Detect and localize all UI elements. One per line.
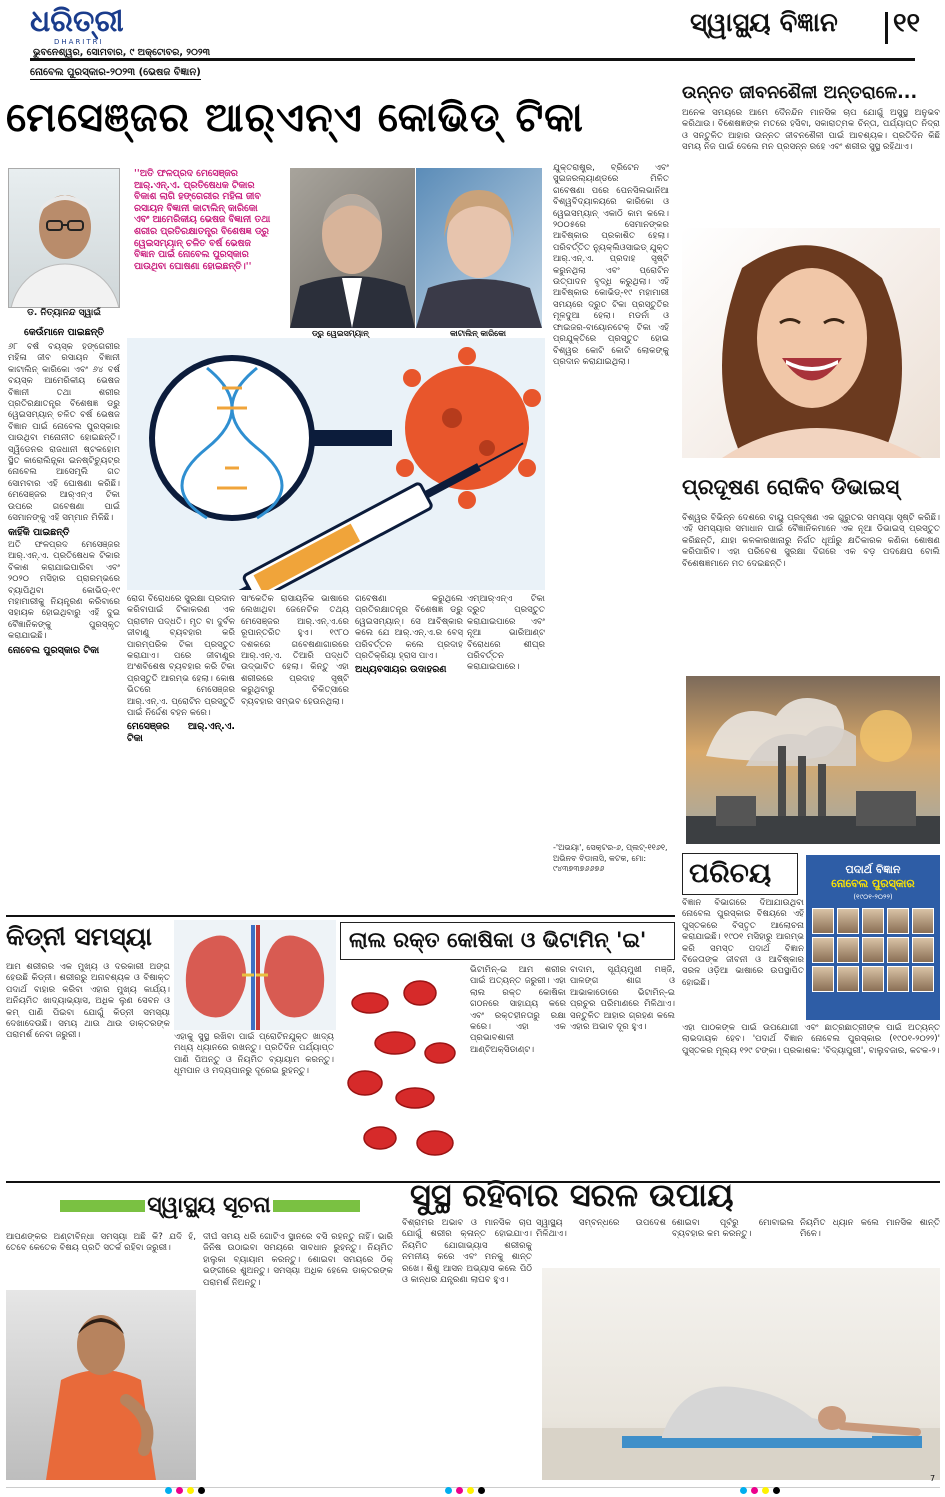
introduction-text-continued: ଏହା ପାଠକଙ୍କ ପାଇଁ ଉପଯୋଗୀ ଏବଂ ଛାତ୍ରଛାତ୍ରୀଙ୍କ ପାଇଁ ଅତ୍ୟନ୍ତ ଲାଭଦାୟକ ହେବ। 'ପଦାର୍ଥ ବିଜ୍ଞାନ ନୋବେଲ ପୁରସ୍କାର (୧୯୦୧-୨୦୨୨)' ପୁସ୍ତକର ମୂଲ୍ୟ ୧୨୯ ଟଙ୍କା। ପ୍ରକାଶକ: 'ବିଦ୍ୟାପୁରୀ', ବାଲୁବଜାର, କଟକ-୨।	[682, 1023, 940, 1056]
laughing-woman-photo	[682, 228, 940, 458]
introduction-box	[682, 853, 798, 895]
dateline: ଭୁବନେଶ୍ୱର, ସୋମବାର, ୯ ଅକ୍ଟୋବର, ୨୦୨୩	[33, 47, 211, 58]
author-photo	[8, 168, 120, 308]
yoga-text-col-2: ସ୍ୱାସ୍ଥ୍ୟ ସମ୍ବନ୍ଧରେ ଉପଦେଶ ମିଳିଥାଏ।	[536, 1218, 666, 1240]
article-paragraph: ୬୮ ବର୍ଷ ବୟସ୍କ ହଙ୍ଗେରୀର ମହିଳା ଜୀବ ରସାୟନ ବିଜ୍ଞାନୀ କାଟାଲିନ୍ କାରିକୋ ଏବଂ ୬୪ ବର୍ଷ ବୟସ୍କ ଆମେରିକୀୟ ଭେଷଜ ବିଜ୍ଞାନୀ ତଥା ଶରୀର ପ୍ରତିରକ୍ଷାତନ୍ତ୍ର ବିଶେଷଜ୍ଞ ଡ୍ରୁ ୱେଇସମ୍ୟାନ୍ ଚଳିତ ବର୍ଷ ଭେଷଜ ବିଜ୍ଞାନ ପାଇଁ ନୋବେଲ ପୁରସ୍କାର ପାଉଥିବା ମନୋନୀତ ହୋଇଛନ୍ତି। ସ୍ୱିଡେନର ରାଜଧାନୀ ଷ୍ଟକହୋମ ସ୍ଥିତ କାରୋଲିନ୍ସ୍କା ଇନଷ୍ଟିଚ୍ୟୁଟ୍ର ନୋବେଲ ଆସେମ୍ବ୍ଲି ଗତ ସୋମବାର ଏହି ଘୋଷଣା କରିଛି। ମେସେଞ୍ଜର ଆର୍‌ଏନ୍‌ଏ ଟିକା ଉପରେ ଗବେଷଣା ପାଇଁ ସେମାନଙ୍କୁ ଏହି ସମ୍ମାନ ମିଳିଛି।	[8, 342, 120, 524]
health-tips-banner	[60, 1188, 360, 1222]
registration-mark	[751, 1487, 758, 1494]
portrait	[887, 937, 909, 963]
portrait	[912, 966, 934, 992]
yoga-text-col-3: ଶୋଇବା ପୂର୍ବରୁ ମୋବାଇଲ ବ୍ୟବହାର କମ କରନ୍ତୁ।	[672, 1218, 794, 1240]
rbc-text-continued: ବାଦାମ, ସୂର୍ଯ୍ୟମୁଖୀ ମଞ୍ଜି, ପାଳଙ୍ଗ ଶାଗ ଓ ଆଭାକାଡୋରେ ଭିଟାମିନ୍-ଇ ପ୍ରଚୁର ପରିମାଣରେ ମିଳିଥାଏ। ସନ୍ତୁଳିତ ଆହାର ଗ୍ରହଣ କଲେ ଏହାର ଅଭାବ ଦୂର ହୁଏ।	[570, 965, 675, 1033]
article-paragraph: ଅତି ଫଳପ୍ରଦ ମେସେଞ୍ଜର ଆର୍‌.ଏନ୍‌.ଏ. ପ୍ରତିଷେଧକ ଟିକାର ବିକାଶ କରାଯାଇପାରିବା ଏବଂ ୨୦୨୦ ମସିହାର ପ୍ରାରମ୍ଭରେ ବ୍ୟାପିଥିବା କୋଭିଡ୍-୧୯ ମହାମାରୀକୁ ନିୟନ୍ତ୍ରଣ କରିବାରେ ସହାୟକ ହୋଇଥିବାରୁ ଏହି ଦୁଇ ବୈଜ୍ଞାନିକଙ୍କୁ ପୁରସ୍କୃତ କରାଯାଇଛି।	[8, 539, 120, 642]
book-years: (୧୯୦୧-୨୦୨୨)	[853, 893, 893, 901]
author-caption: ଡ. ନିତ୍ୟାନନ୍ଦ ସ୍ୱାଇଁ	[27, 308, 101, 318]
yoga-pose-photo	[542, 1268, 940, 1480]
article-paragraph: ଯୁକ୍ତରାଷ୍ଟ୍ର, ବ୍ରିଟେନ ଏବଂ ସୁଇଜରଲ୍ୟାଣ୍ଡରେ ମିଳିତ ଗବେଷଣା ପରେ ପେନସିଲଭାନିଆ ବିଶ୍ୱବିଦ୍ୟାଳୟରେ କାରିକୋ ଓ ୱେଇସମ୍ୟାନ୍ ଏକାଠି କାମ କଲେ। ୨୦୦୫ରେ ସେମାନଙ୍କର ଆବିଷ୍କାର ପ୍ରକାଶିତ ହେଲା। ପରିବର୍ତ୍ତିତ ନ୍ୟୁକ୍ଲିଓସାଇଡ୍ ଯୁକ୍ତ ଆର୍‌.ଏନ୍‌.ଏ. ପ୍ରଦାହ ସୃଷ୍ଟି କରୁନଥିଲା ଏବଂ ପ୍ରୋଟିନ ଉତ୍ପାଦନ ବୃଦ୍ଧି କରୁଥିଲା। ଏହି ଆବିଷ୍କାର କୋଭିଡ୍-୧୯ ମହାମାରୀ ସମୟରେ ଦ୍ରୁତ ଟିକା ପ୍ରସ୍ତୁତିର ମୂଳଦୁଆ ହେଲା। ମଡର୍ନା ଓ ଫାଇଜର-ବାୟୋନଟେକ୍ ଟିକା ଏହି ପ୍ରଯୁକ୍ତିରେ ପ୍ରସ୍ତୁତ ହୋଇ ବିଶ୍ୱର କୋଟି କୋଟି ଲୋକଙ୍କୁ ପ୍ରଦାନ କରାଯାଇଥିଲା।	[553, 163, 669, 367]
folio: 7	[930, 1474, 936, 1483]
portrait	[837, 966, 859, 992]
book-subtitle: ନୋବେଲ ପୁରସ୍କାର	[831, 877, 915, 890]
registration-mark	[176, 1487, 183, 1494]
portrait	[812, 908, 834, 934]
article-column-6	[553, 163, 669, 840]
article-paragraph: ସାଂକେତିକ ରାସାୟନିକ ଭାଷାରେ ଲେଖାଥିବା ଜେନେଟିକ ତଥ୍ୟ ମେସେଞ୍ଜର ଆର୍‌.ଏନ୍‌.ଏ.ରେ ରୂପାନ୍ତରିତ ହୁଏ। ୧୯୮୦ ଦଶକରେ ଗବେଷଣାଗାରରେ ଆର୍‌.ଏନ୍‌.ଏ. ତିଆରି ପଦ୍ଧତି ଉଦ୍ଭାବିତ ହେଲା। କିନ୍ତୁ ଏହା ଶରୀରରେ ପ୍ରଦାହ ସୃଷ୍ଟି କରୁଥିବାରୁ ଚିକିତ୍ସାରେ ବ୍ୟବହାର ସମ୍ଭବ ହେଉନଥିଲା।	[241, 594, 349, 707]
yoga-text: ବିଶ୍ରାମର ଅଭାବ ଓ ମାନସିକ ଚାପ ଯୋଗୁଁ ଶରୀର କ୍ଳାନ୍ତ ହୋଇଯାଏ। ନିୟମିତ ଯୋଗାଭ୍ୟାସ ଶରୀରକୁ ନମନୀୟ କରେ ଏବଂ ମନକୁ ଶାନ୍ତ ରଖେ। ଶିଶୁ ଆସନ ଅଭ୍ୟାସ କଲେ ପିଠି ଓ କାନ୍ଧର ଯନ୍ତ୍ରଣା ଲାଘବ ହୁଏ।	[402, 1218, 532, 1286]
portrait	[912, 937, 934, 963]
portrait	[912, 908, 934, 934]
rbc-headline: ଲାଲ ରକ୍ତ କୋଷିକା ଓ ଭିଟାମିନ୍ 'ଇ'	[340, 922, 675, 960]
rbc-text: ଭିଟାମିନ୍-ଇ ଆମ ଶରୀର ପାଇଁ ଅତ୍ୟନ୍ତ ଜରୁରୀ। ଏହା ଲାଲ ରକ୍ତ କୋଷିକା ଗଠନରେ ସାହାଯ୍ୟ କରେ ଏବଂ ରକ୍ତହୀନତାରୁ ରକ୍ଷା କରେ। ଏହା ଏକ ପ୍ରଭାବଶାଳୀ ଆଣ୍ଟିଅକ୍ସିଡାଣ୍ଟ।	[470, 965, 566, 1055]
registration-mark	[456, 1487, 463, 1494]
lifestyle-headline: ଉନ୍ନତ ଜୀବନଶୈଳୀ ଅନ୍ତରାଳେ...	[682, 83, 918, 103]
kidney-headline: କିଡ୍‌ନୀ ସମସ୍ୟା	[6, 922, 153, 951]
masthead-rule	[30, 58, 915, 61]
article-column-5	[467, 594, 545, 840]
kariko-photo	[416, 168, 542, 328]
portrait	[812, 937, 834, 963]
article-paragraph: ରୋଗ ବିରୋଧରେ ସୁରକ୍ଷା ପ୍ରଦାନ କରିବାପାଇଁ ଟିକାକରଣ ଏକ ପ୍ରାଚୀନ ପଦ୍ଧତି। ମୃତ ବା ଦୁର୍ବଳ ଜୀବାଣୁ ବ୍ୟବହାର କରି ପାରମ୍ପରିକ ଟିକା ପ୍ରସ୍ତୁତ କରାଯାଏ। ପରେ ଜୀବାଣୁର ଅଂଶବିଶେଷ ବ୍ୟବହାର କରି ଟିକା ପ୍ରସ୍ତୁତି ଆରମ୍ଭ ହେଲା। କୋଷ ଭିତରେ ମେସେଞ୍ଜର ଆର୍‌.ଏନ୍‌.ଏ. ପ୍ରୋଟିନ ପ୍ରସ୍ତୁତି ପାଇଁ ନିର୍ଦ୍ଦେଶ ବହନ କରେ।	[127, 594, 235, 719]
section-divider	[6, 915, 675, 917]
portrait	[812, 966, 834, 992]
registration-mark	[762, 1487, 769, 1494]
section-divider	[885, 12, 888, 44]
registration-mark	[740, 1487, 747, 1494]
newspaper-logo	[30, 4, 124, 46]
pollution-text: ବିଶ୍ୱର ବିଭିନ୍ନ ଦେଶରେ ବାୟୁ ପ୍ରଦୂଷଣ ଏକ ଗୁରୁତର ସମସ୍ୟା ସୃଷ୍ଟି କରିଛି। ଏହି ସମସ୍ୟାର ସମାଧାନ ପାଇଁ ବୈଜ୍ଞାନିକମାନେ ଏକ ନୂଆ ଡିଭାଇସ୍ ପ୍ରସ୍ତୁତ କରିଛନ୍ତି, ଯାହା କଳକାରଖାନାରୁ ନିର୍ଗତ ଧୂଆଁରୁ କ୍ଷତିକାରକ କଣିକା ଶୋଷଣ କରିପାରିବ। ଏହା ପରିବେଶ ସୁରକ୍ଷା ଦିଗରେ ଏକ ବଡ଼ ପଦକ୍ଷେପ ବୋଲି ବିଶେଷଜ୍ଞମାନେ ମତ ଦେଇଛନ୍ତି।	[682, 513, 940, 569]
article-column-3	[241, 594, 349, 840]
portrait	[837, 937, 859, 963]
health-tips-text: ଆପଣଙ୍କର ଅଣ୍ଟାବିନ୍ଧା ସମସ୍ୟା ଅଛି କି? ଯଦି ହଁ, ତେବେ କେତେକ ବିଷୟ ପ୍ରତି ସତର୍କ ରହିବା ଜରୁରୀ।	[6, 1232, 196, 1254]
col1-subhead-3: ନୋବେଲ ପୁରସ୍କାର ଟିକା	[8, 644, 100, 656]
lifestyle-text: ଅନେକ ସମୟରେ ଆମେ ଦୈନନ୍ଦିନ ମାନସିକ ଚାପ ଯୋଗୁଁ ଅସୁସ୍ଥ ଅନୁଭବ କରିଥାଉ। ବିଶେଷଜ୍ଞଙ୍କ ମତରେ ହସିବା, ସକାରାତ୍ମକ ଚିନ୍ତା, ପର୍ଯ୍ୟାପ୍ତ ନିଦ୍ରା ଓ ସନ୍ତୁଳିତ ଆହାର ଉନ୍ନତ ଜୀବନଶୈଳୀ ପାଇଁ ଆବଶ୍ୟକ। ପ୍ରତିଦିନ କିଛି ସମୟ ନିଜ ପାଇଁ ଦେଲେ ମନ ପ୍ରସନ୍ନ ରହେ ଏବଂ ଶରୀର ସୁସ୍ଥ ରହିଥାଏ।	[682, 108, 940, 153]
back-pain-photo	[6, 1290, 196, 1480]
kicker: ନୋବେଲ ପୁରସ୍କାର-୨୦୨୩ (ଭେଷଜ ବିଜ୍ଞାନ)	[30, 67, 201, 78]
article-paragraph: ଏମ୍‌ଆର୍‌ଏନ୍‌ଏ ଟିକା ଦ୍ରୁତ ପ୍ରସ୍ତୁତ କରାଯାଇପାରେ ଏବଂ ନୂଆ ଭାରିଆଣ୍ଟ ବିରୋଧରେ ଶୀଘ୍ର ପରିବର୍ତ୍ତନ କରାଯାଇପାରେ।	[467, 594, 545, 673]
author-byline: -'ଅଭୟା', ସେକ୍ଟର-୬, ପ୍ଲଟ୍-୧୧୬୧, ଅଭିନବ ବିଡାନାସି, କଟକ, ମୋ: ୯୪୩୭୩୭୬୬୭୬	[553, 843, 668, 873]
red-blood-cells-illustration	[340, 963, 465, 1178]
main-headline: ମେସେଞ୍ଜର ଆର୍‌ଏନ୍‌ଏ କୋଭିଡ୍ ଟିକା	[6, 95, 584, 141]
page-number: ୧୧	[893, 8, 921, 38]
registration-mark	[478, 1487, 485, 1494]
factory-smoke-photo	[686, 676, 940, 844]
weissman-photo	[290, 168, 415, 328]
portrait	[887, 908, 909, 934]
book-cover	[806, 855, 940, 1020]
kidney-text-continued: ଏହାକୁ ସୁସ୍ଥ ରଖିବା ପାଇଁ ପ୍ରୋଟିନଯୁକ୍ତ ଖାଦ୍ୟ ମଧ୍ୟ ଧ୍ୟାନରେ ରଖନ୍ତୁ। ପ୍ରତିଦିନ ପର୍ଯ୍ୟାପ୍ତ ପାଣି ପିଅନ୍ତୁ ଓ ନିୟମିତ ବ୍ୟାୟାମ କରନ୍ତୁ। ଧୂମପାନ ଓ ମଦ୍ୟପାନରୁ ଦୂରେଇ ରୁହନ୍ତୁ।	[174, 1032, 334, 1077]
registration-mark	[445, 1487, 452, 1494]
logo-wordmark: ଧରିତ୍ରୀ	[30, 4, 124, 39]
registration-mark	[467, 1487, 474, 1494]
introduction-heading: ପରିଚୟ	[689, 858, 772, 889]
kidney-illustration	[174, 920, 336, 1030]
article-column-2	[127, 594, 235, 840]
introduction-text: ବିଜ୍ଞାନ ବିଭାଗରେ ଦିଆଯାଉଥିବା ନୋବେଲ ପୁରସ୍କାର ବିଷୟରେ ଏହି ପୁସ୍ତକରେ ବିସ୍ତୃତ ଆଲୋଚନା କରାଯାଇଛି। ୧୯୦୧ ମସିହାରୁ ଆରମ୍ଭ କରି ସମସ୍ତ ପଦାର୍ଥ ବିଜ୍ଞାନ ବିଜେତାଙ୍କ ଜୀବନୀ ଓ ଆବିଷ୍କାର ସରଳ ଓଡ଼ିଆ ଭାଷାରେ ଉପସ୍ଥାପିତ ହୋଇଛି।	[682, 898, 804, 988]
portrait	[862, 966, 884, 992]
registration-mark	[773, 1487, 780, 1494]
mrna-vaccine-illustration	[127, 338, 545, 590]
portrait	[887, 966, 909, 992]
portrait	[837, 908, 859, 934]
yoga-headline: ସୁସ୍ଥ ରହିବାର ସରଳ ଉପାୟ	[410, 1176, 734, 1214]
registration-mark	[198, 1487, 205, 1494]
section-title: ସ୍ୱାସ୍ଥ୍ୟ ବିଜ୍ଞାନ	[690, 8, 838, 38]
article-column-4	[355, 594, 463, 840]
pollution-headline: ପ୍ରଦୂଷଣ ରୋକିବ ଡିଭାଇସ୍	[682, 475, 900, 499]
logo-subtext: DHARITRI	[54, 38, 104, 46]
article-paragraph: ଗବେଷଣା କରୁଥିଲେ ପ୍ରତିରକ୍ଷାତନ୍ତ୍ର ବିଶେଷଜ୍ଞ ଡ୍ରୁ ୱେଇସମ୍ୟାନ୍। ସେ ଆବିଷ୍କାର କଲେ ଯେ ଆର୍‌.ଏନ୍‌.ଏ.ର ବେସ୍ ପରିବର୍ତ୍ତନ କଲେ ପ୍ରଦାହ ପ୍ରତିକ୍ରିୟା ହ୍ରାସ ପାଏ।	[355, 594, 463, 662]
weissman-caption: ଡ୍ରୁ ୱେଇସମ୍ୟାନ୍	[312, 329, 369, 338]
laureate-portraits	[806, 902, 940, 998]
article-column-1	[8, 342, 120, 840]
kariko-caption: କାଟାଲିନ୍ କାରିକୋ	[450, 329, 506, 338]
pull-quote: ''ଅତି ଫଳପ୍ରଦ ମେସେଞ୍ଜର ଆର୍‌.ଏନ୍‌.ଏ. ପ୍ରତିଷେଧକ ଟିକାର ବିକାଶ ଲାଗି ହଙ୍ଗେରୀର ମହିଳା ଜୀବ ରସାୟନ ବିଜ୍ଞାନୀ କାଟାଲିନ୍ କାରିକୋ ଏବଂ ଆମେରିକୀୟ ଭେଷଜ ବିଜ୍ଞାନୀ ତଥା ଶରୀର ପ୍ରତିରକ୍ଷାତନ୍ତ୍ର ବିଶେଷଜ୍ଞ ଡ୍ରୁ ୱେଇସମ୍ୟାନ୍ ଚଳିତ ବର୍ଷ ଭେଷଜ ବିଜ୍ଞାନ ପାଇଁ ନୋବେଲ ପୁରସ୍କାର ପାଉଥିବା ଘୋଷଣା ହୋଇଛନ୍ତି।''	[134, 168, 271, 272]
portrait	[862, 937, 884, 963]
col2-subhead: ମେସେଞ୍ଜର ଆର୍‌.ଏନ୍‌.ଏ. ଟିକା	[127, 721, 235, 744]
health-tips-heading: ସ୍ୱାସ୍ଥ୍ୟ ସୂଚନା	[145, 1188, 273, 1222]
kidney-text: ଆମ ଶରୀରର ଏକ ମୁଖ୍ୟ ଓ ଦରକାରୀ ଅଙ୍ଗ ହେଉଛି କିଡ୍‌ନୀ। ଶରୀରରୁ ଅନାବଶ୍ୟକ ଓ ବିଷାକ୍ତ ପଦାର୍ଥ ବାହାର କରିବା ଏହାର ମୁଖ୍ୟ କାର୍ଯ୍ୟ। ଅନିୟମିତ ଖାଦ୍ୟାଭ୍ୟାସ, ଅଧିକ ଲୁଣ ସେବନ ଓ କମ୍ ପାଣି ପିଇବା ଯୋଗୁଁ କିଡ୍‌ନୀ ସମସ୍ୟା ଦେଖାଦେଉଛି। ସମୟ ଥାଉ ଥାଉ ଡାକ୍ତରଙ୍କ ପରାମର୍ଶ ନେବା ଜରୁରୀ।	[6, 962, 170, 1041]
registration-mark	[165, 1487, 172, 1494]
col1-subhead-2: କାହିଁକି ପାଇଛନ୍ତି	[8, 526, 70, 538]
portrait	[862, 908, 884, 934]
col1-subhead: କେଉଁମାନେ ପାଇଛନ୍ତି	[23, 327, 105, 338]
book-title: ପଦାର୍ଥ ବିଜ୍ଞାନ	[845, 863, 901, 876]
health-tips-list: ଦୀର୍ଘ ସମୟ ଧରି ଗୋଟିଏ ସ୍ଥାନରେ ବସି ରହନ୍ତୁ ନାହିଁ। ଭାରି ଜିନିଷ ଉଠାଇବା ସମୟରେ ସାବଧାନ ରୁହନ୍ତୁ। ନିୟମିତ ହାଲୁକା ବ୍ୟାୟାମ କରନ୍ତୁ। ଶୋଇବା ସମୟରେ ଠିକ୍ ଭଙ୍ଗୀରେ ଶୁଅନ୍ତୁ। ସମସ୍ୟା ଅଧିକ ହେଲେ ଡାକ୍ତରଙ୍କ ପରାମର୍ଶ ନିଅନ୍ତୁ।	[203, 1232, 393, 1288]
yoga-text-col-4: ନିୟମିତ ଧ୍ୟାନ କଲେ ମାନସିକ ଶାନ୍ତି ମିଳେ।	[800, 1218, 940, 1240]
registration-mark	[187, 1487, 194, 1494]
col4-subhead: ଅଧ୍ୟବସାୟର ଉଦାହରଣ	[355, 664, 447, 676]
